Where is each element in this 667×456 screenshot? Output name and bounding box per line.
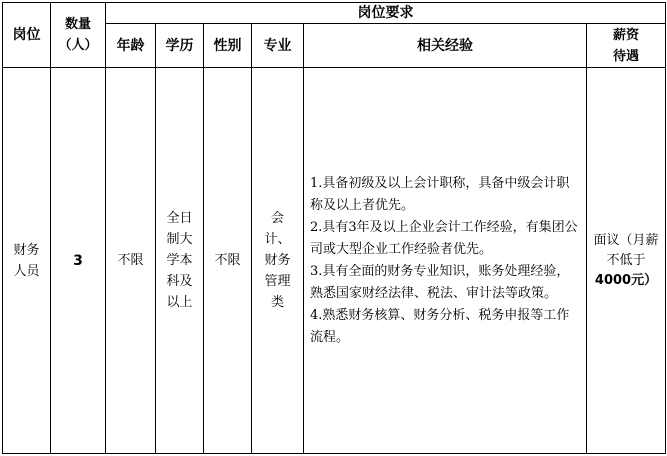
header-quantity-label: 数量（人）	[58, 17, 98, 53]
header-position: 岗位	[3, 3, 51, 68]
cell-education	[156, 68, 204, 454]
cell-gender: 不限	[204, 68, 252, 454]
experience-item-4: 4.熟悉财务核算、财务分析、税务申报等工作流程。	[310, 307, 570, 345]
header-age: 年龄	[106, 24, 156, 68]
job-requirements-table	[2, 2, 666, 454]
cell-major	[252, 68, 304, 454]
cell-education-text: 全日制大学本科及以上	[166, 211, 193, 310]
experience-item-2: 2.具有3年及以上企业会计工作经验，有集团公司或大型企业工作经验者优先。	[310, 219, 578, 257]
table-row	[3, 68, 666, 454]
cell-salary	[587, 68, 666, 454]
header-gender: 性别	[204, 24, 252, 68]
cell-position-text: 财务人员	[13, 242, 40, 279]
header-salary	[587, 24, 666, 68]
cell-age: 不限	[106, 68, 156, 454]
experience-item-3: 3.具有全面的财务专业知识，账务处理经验，熟悉国家财经法律、税法、审计法等政策。	[310, 263, 570, 301]
header-education: 学历	[156, 24, 204, 68]
header-requirements: 岗位要求	[106, 3, 666, 24]
salary-amount: 4000元）	[594, 272, 658, 288]
experience-item-1: 1.具备初级及以上会计职称，具备中级会计职称及以上者优先。	[310, 175, 570, 213]
cell-major-text: 会计、财务管理类	[264, 211, 291, 310]
cell-experience	[304, 68, 587, 454]
header-major: 专业	[252, 24, 304, 68]
header-quantity	[51, 3, 106, 68]
job-requirements-table-wrapper	[2, 2, 666, 454]
cell-quantity: 3	[51, 68, 106, 454]
header-experience: 相关经验	[304, 24, 587, 68]
cell-position	[3, 68, 51, 454]
header-salary-label: 薪资待遇	[612, 27, 639, 64]
salary-text: 面议（月薪不低于	[593, 232, 659, 268]
